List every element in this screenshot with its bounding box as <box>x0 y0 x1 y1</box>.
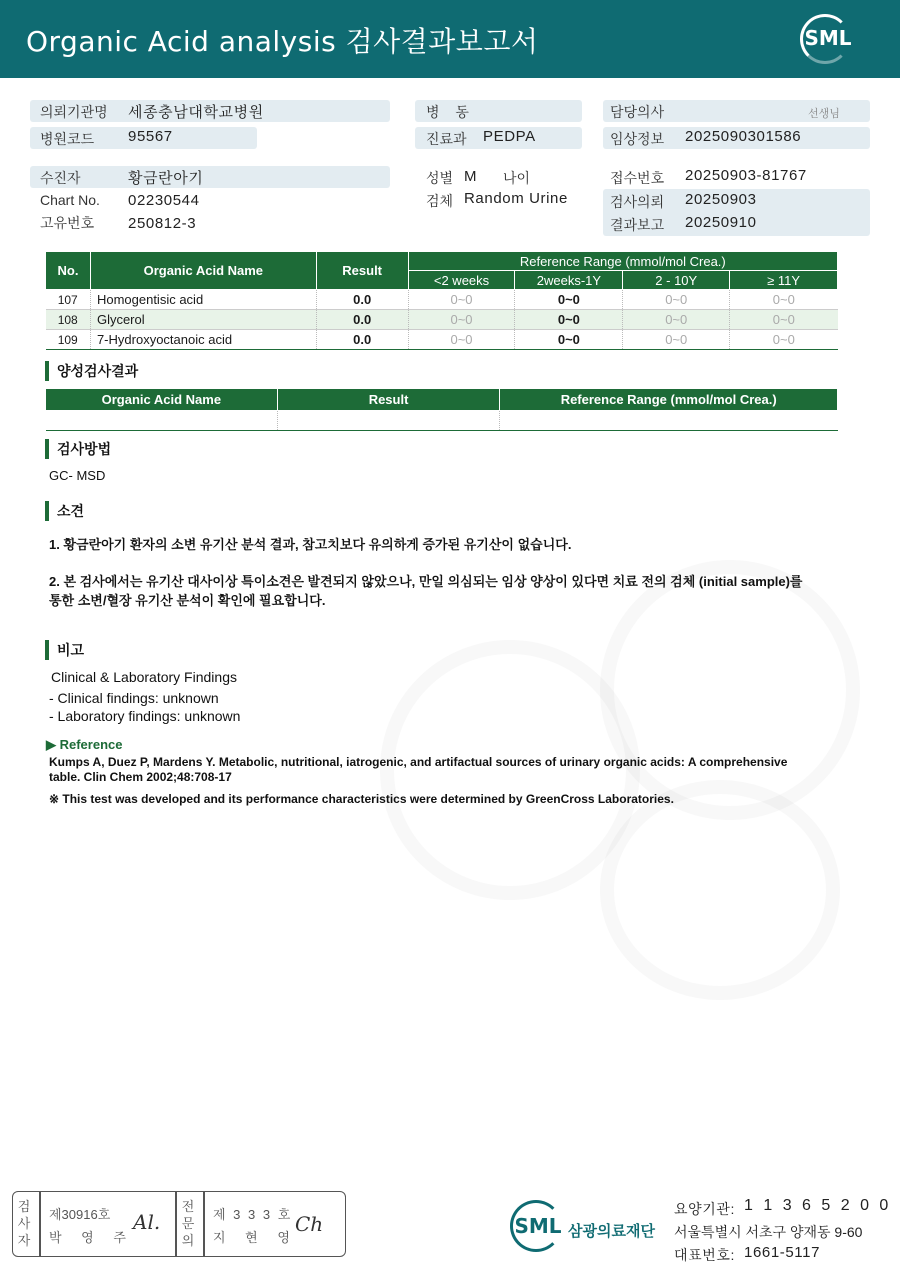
tester-signature: Al. <box>133 1210 161 1234</box>
org-logo-text: SML <box>514 1214 562 1238</box>
report-title: Organic Acid analysis 검사결과보고서 <box>26 25 539 58</box>
row-ref-4: 0~0 <box>730 290 838 310</box>
disclaimer-note: ※ This test was developed and its performance characteristics were determined by GreenCross Laboratories. <box>49 792 674 806</box>
remarks-line-3: - Laboratory findings: unknown <box>49 708 241 724</box>
report-date-label: 결과보고 <box>610 217 665 233</box>
row-name: 7-Hydroxyoctanoic acid <box>90 330 316 350</box>
receipt-label: 접수번호 <box>610 170 665 186</box>
col-ref-3: 2 - 10Y <box>623 271 730 290</box>
dept-value: PEDPA <box>483 128 536 145</box>
report-date-value: 20250910 <box>685 214 757 231</box>
field-bg <box>30 166 390 188</box>
report-header <box>0 0 900 78</box>
table-row <box>46 290 838 310</box>
patient-label: 수진자 <box>40 170 81 186</box>
col-result: Result <box>316 252 408 290</box>
specialist-license: 제 3 3 3 호 <box>213 1207 293 1222</box>
specimen-value: Random Urine <box>464 190 568 207</box>
row-result: 0.0 <box>316 310 408 330</box>
remarks-section-title: 비고 <box>45 640 84 660</box>
pos-empty-cell <box>500 411 838 431</box>
results-table <box>45 251 838 350</box>
reference-line-1: Kumps A, Duez P, Mardens Y. Metabolic, nutritional, iatrogenic, and artifactual sources of urinary organic acids: A comprehensive <box>49 755 788 769</box>
method-section-title: 검사방법 <box>45 439 111 459</box>
row-ref-1: 0~0 <box>408 330 515 350</box>
col-ref-2: 2weeks-1Y <box>515 271 623 290</box>
org-address: 서울특별시 서초구 양재동 9-60 <box>674 1224 863 1240</box>
row-ref-4: 0~0 <box>730 310 838 330</box>
hospital-code-label: 병원코드 <box>40 131 95 147</box>
findings-line-1: 1. 황금란아기 환자의 소변 유기산 분석 결과, 참고치보다 유의하게 증가된 유기산이 없습니다. <box>49 537 572 552</box>
row-ref-1: 0~0 <box>408 290 515 310</box>
reference-line-2: table. Clin Chem 2002;48:708-17 <box>49 770 232 784</box>
table-row <box>46 310 838 330</box>
doctor-label: 담당의사 <box>610 104 665 120</box>
specialist-vertical-label: 전문의 <box>181 1199 195 1248</box>
signature-box <box>12 1191 346 1257</box>
clinical-value: 2025090301586 <box>685 128 802 145</box>
positive-table <box>45 388 838 431</box>
row-ref-1: 0~0 <box>408 310 515 330</box>
pos-col-ref: Reference Range (mmol/mol Crea.) <box>500 389 838 411</box>
row-name: Homogentisic acid <box>90 290 316 310</box>
institution-value: 세종충남대학교병원 <box>128 104 264 121</box>
sex-value: M <box>464 168 478 185</box>
specialist-signature: Ch <box>295 1212 324 1236</box>
phone-value: 1661-5117 <box>744 1244 821 1261</box>
row-ref-2: 0~0 <box>515 290 623 310</box>
row-ref-2: 0~0 <box>515 330 623 350</box>
watermark-shape <box>600 780 840 1000</box>
phone-label: 대표번호: <box>674 1247 735 1263</box>
row-ref-3: 0~0 <box>623 310 730 330</box>
sex-label: 성별 <box>426 170 454 186</box>
chart-label: Chart No. <box>40 192 100 208</box>
row-ref-3: 0~0 <box>623 290 730 310</box>
row-name: Glycerol <box>90 310 316 330</box>
inst-code-label: 요양기관: <box>674 1201 735 1217</box>
row-ref-2: 0~0 <box>515 310 623 330</box>
col-name: Organic Acid Name <box>90 252 316 290</box>
row-no: 109 <box>46 330 91 350</box>
specimen-label: 검체 <box>426 193 454 209</box>
remarks-line-2: - Clinical findings: unknown <box>49 690 219 706</box>
col-no: No. <box>46 252 91 290</box>
divider <box>203 1192 205 1256</box>
hospital-code-value: 95567 <box>128 128 173 145</box>
col-ref-4: ≥ 11Y <box>730 271 838 290</box>
findings-line-2b: 통한 소변/혈장 유기산 분석이 확인에 필요합니다. <box>49 593 326 608</box>
col-ref-1: <2 weeks <box>408 271 515 290</box>
row-result: 0.0 <box>316 330 408 350</box>
method-value: GC- MSD <box>49 468 106 483</box>
tester-license: 제30916호 <box>49 1207 111 1222</box>
pos-col-name: Organic Acid Name <box>46 389 278 411</box>
row-ref-4: 0~0 <box>730 330 838 350</box>
clinical-label: 임상정보 <box>610 131 665 147</box>
request-label: 검사의뢰 <box>610 194 665 210</box>
institution-label: 의뢰기관명 <box>40 104 108 120</box>
dept-label: 진료과 <box>426 131 467 147</box>
pos-empty-cell <box>46 411 278 431</box>
org-name: 삼광의료재단 <box>568 1223 655 1240</box>
doctor-suffix: 선생님 <box>808 108 840 120</box>
table-row <box>46 330 838 350</box>
table-row <box>46 411 838 431</box>
pos-col-result: Result <box>277 389 500 411</box>
ward-label: 병 동 <box>426 104 475 120</box>
request-value: 20250903 <box>685 191 757 208</box>
pos-empty-cell <box>277 411 500 431</box>
findings-section-title: 소견 <box>45 501 84 521</box>
unique-value: 250812-3 <box>128 215 197 232</box>
divider <box>175 1192 177 1256</box>
specialist-name: 지 현 영 <box>213 1230 298 1245</box>
findings-line-2a: 2. 본 검사에서는 유기산 대사이상 특이소견은 발견되지 않았으나, 만일 의심되는 임상 양상이 있다면 치료 전의 검체 (initial sample)를 <box>49 574 803 589</box>
remarks-line-1: Clinical & Laboratory Findings <box>51 669 237 685</box>
tester-name: 박 영 주 <box>49 1230 134 1245</box>
col-ref: Reference Range (mmol/mol Crea.) <box>408 252 837 271</box>
tester-vertical-label: 검사자 <box>17 1199 31 1248</box>
inst-code-value: 1 1 3 6 5 2 0 0 <box>744 1197 892 1214</box>
sml-logo-text: SML <box>804 26 852 50</box>
row-ref-3: 0~0 <box>623 330 730 350</box>
patient-value: 황금란아기 <box>128 170 204 187</box>
receipt-value: 20250903-81767 <box>685 167 807 184</box>
divider <box>39 1192 41 1256</box>
age-label: 나이 <box>503 170 531 186</box>
reference-title: ▶ Reference <box>46 737 123 752</box>
row-result: 0.0 <box>316 290 408 310</box>
unique-label: 고유번호 <box>40 215 95 231</box>
row-no: 107 <box>46 290 91 310</box>
chart-value: 02230544 <box>128 192 200 209</box>
row-no: 108 <box>46 310 91 330</box>
positive-section-title: 양성검사결과 <box>45 361 138 381</box>
